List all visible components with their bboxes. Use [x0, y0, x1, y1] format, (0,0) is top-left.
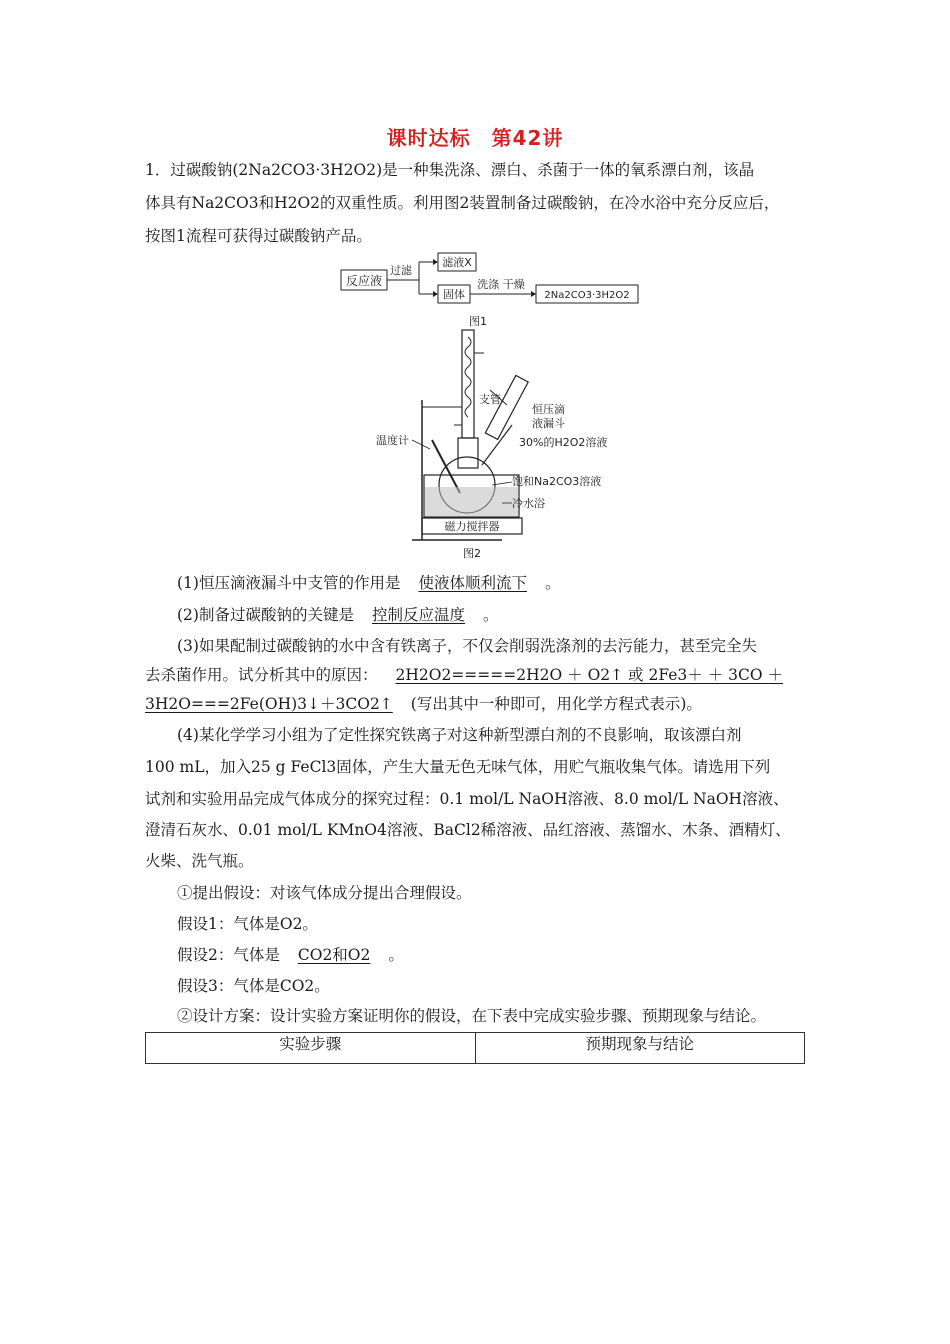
part-3-line-2 — [145, 665, 810, 685]
question-part-1 — [177, 573, 810, 593]
hypothesis-2-answer: CO2和O2 — [297, 946, 371, 964]
part-3-line-1: (3)如果配制过碳酸钠的水中含有铁离子，不仅会削弱洗涤剂的去污能力，甚至完全失 — [177, 637, 757, 655]
q1-intro-line-1: 1．过碳酸钠(2Na2CO3·3H2O2)是一种集洗涤、漂白、杀菌于一体的氧系漂白剂，该晶 — [145, 161, 755, 179]
flow-chart-figure-1 — [335, 250, 645, 330]
box-solid-label: 固体 — [443, 288, 465, 301]
branch-tube-label: 支管 — [479, 393, 501, 406]
box-reaction-liquid-label: 反应液 — [345, 274, 383, 288]
part-3-line-3 — [145, 694, 810, 714]
bath-label: 冷水浴 — [512, 497, 545, 510]
q1-intro-line-3: 按图1流程可获得过碳酸钠产品。 — [145, 227, 372, 245]
experiment-table — [145, 1032, 805, 1064]
box-filtrate-x-label: 滤液X — [442, 256, 472, 269]
part-1-answer: 使液体顺利流下 — [418, 574, 527, 592]
stirrer-label: 磁力搅拌器 — [444, 520, 500, 533]
funnel-label-2: 液漏斗 — [532, 417, 565, 430]
funnel-label-1: 恒压滴 — [532, 403, 565, 416]
thermometer — [432, 440, 460, 493]
box-product-label: 2Na2CO3·3H2O2 — [544, 290, 630, 301]
part-4-line-3: 试剂和实验用品完成气体成分的探究过程：0.1 mol/L NaOH溶液、8.0 mol/L NaOH溶液、 — [145, 790, 789, 808]
hypothesis-2-prefix: 假设2：气体是 — [177, 946, 280, 964]
part-1-suffix: 。 — [544, 574, 561, 592]
q1-intro-line-2: 体具有Na2CO3和H2O2的双重性质。利用图2装置制备过碳酸钠，在冷水浴中充分反应后， — [145, 194, 780, 212]
part-2-answer: 控制反应温度 — [371, 606, 465, 624]
part-1-prefix: (1)恒压滴液漏斗中支管的作用是 — [177, 574, 401, 592]
arrow-wash-dry-label: 洗涤 干燥 — [477, 278, 525, 291]
apparatus-figure-2 — [372, 325, 632, 550]
part-4-line-2: 100 mL，加入25 g FeCl3固体，产生大量无色无味气体，用贮气瓶收集气体。请选用下列 — [145, 758, 771, 776]
arrow-filter-label: 过滤 — [390, 264, 412, 277]
step-1-hypothesis: ①提出假设：对该气体成分提出合理假设。 — [177, 884, 472, 902]
part-4-line-1: (4)某化学学习小组为了定性探究铁离子对这种新型漂白剂的不良影响，取该漂白剂 — [177, 726, 742, 744]
part-4-line-5: 火柴、洗气瓶。 — [145, 852, 254, 870]
hypothesis-2-suffix: 。 — [388, 946, 404, 964]
part-3-answer-line-2: 3H2O===2Fe(OH)3↓＋3CO2↑ — [145, 695, 393, 713]
step-2-design: ②设计方案：设计实验方案证明你的假设，在下表中完成实验步骤、预期现象与结论。 — [177, 1007, 767, 1025]
part-3-prefix: 去杀菌作用。试分析其中的原因： — [145, 666, 378, 684]
question-part-2 — [177, 605, 810, 625]
h2o2-label: 30%的H2O2溶液 — [519, 436, 608, 449]
dropping-funnel — [485, 375, 528, 439]
figure-1-caption: 图1 — [469, 315, 487, 328]
part-3-answer-line-1: 2H2O2=====2H2O ＋ O2↑ 或 2Fe3＋ ＋ 3CO ＋ — [395, 666, 783, 684]
page-title: 课时达标 第42讲 — [386, 126, 564, 150]
part-2-suffix: 。 — [482, 606, 499, 624]
hypothesis-2 — [177, 945, 810, 965]
na2co3-label: 饱和Na2CO3溶液 — [512, 475, 602, 488]
hypothesis-1: 假设1：气体是O2。 — [177, 915, 318, 933]
part-2-prefix: (2)制备过碳酸钠的关键是 — [177, 606, 354, 624]
table-header-results: 预期现象与结论 — [475, 1033, 805, 1063]
part-4-line-4: 澄清石灰水、0.01 mol/L KMnO4溶液、BaCl2稀溶液、品红溶液、蒸馏水、木条、酒精灯、 — [145, 821, 791, 839]
hypothesis-3: 假设3：气体是CO2。 — [177, 977, 330, 995]
part-3-suffix: (写出其中一种即可，用化学方程式表示)。 — [410, 695, 702, 713]
condenser — [462, 330, 474, 438]
thermometer-label: 温度计 — [376, 434, 409, 447]
figure-2-caption: 图2 — [463, 547, 481, 560]
table-header-steps: 实验步骤 — [279, 1035, 342, 1053]
